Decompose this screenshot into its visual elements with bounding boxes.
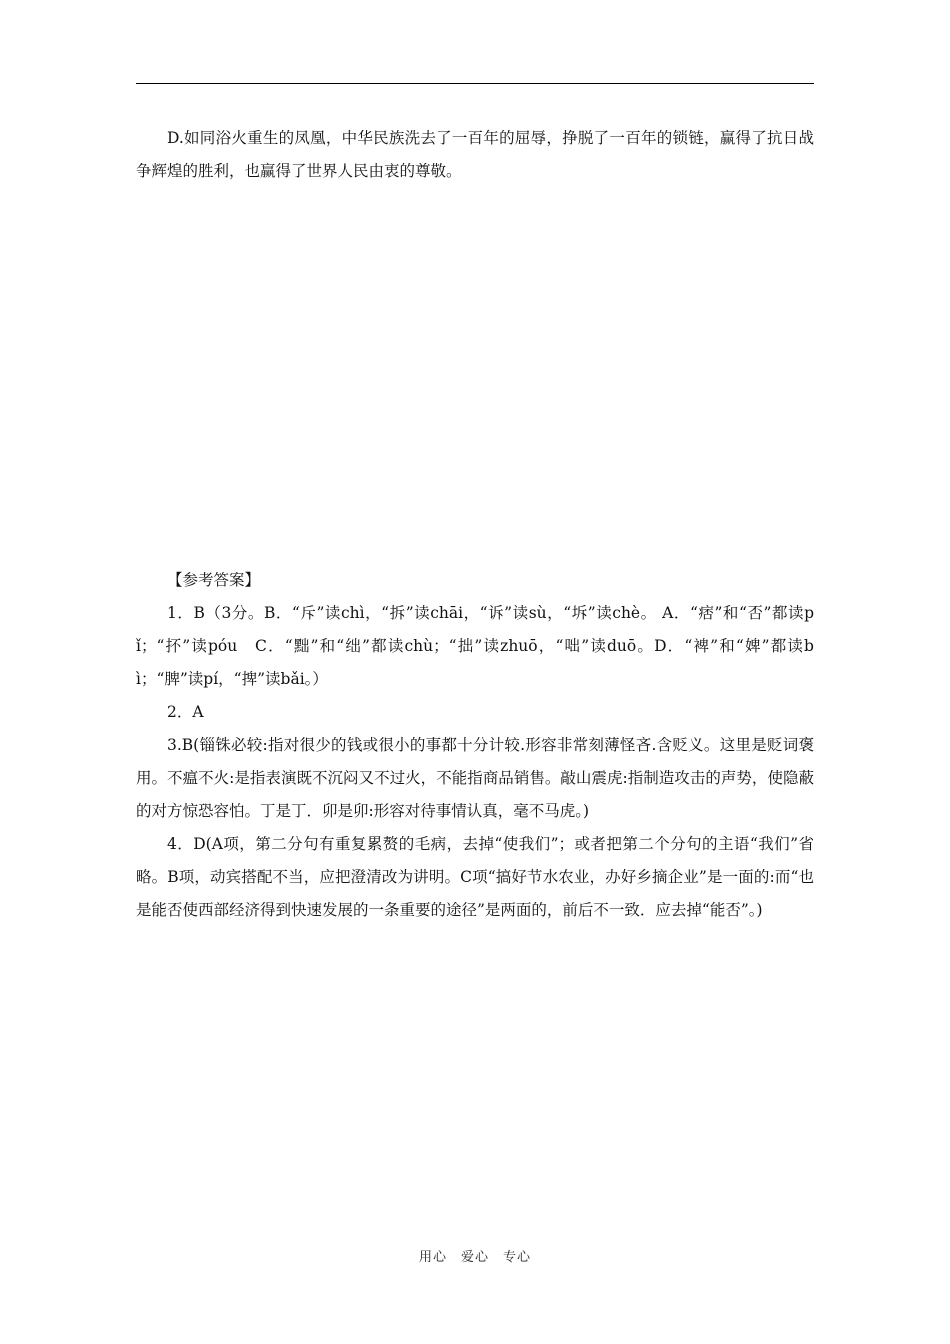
option-d-paragraph: D.如同浴火重生的凤凰，中华民族洗去了一百年的屈辱，挣脱了一百年的锁链，赢得了抗日战争辉煌的胜利，也赢得了世界人民由衷的尊敬。 [136,129,814,180]
answer-section [136,564,814,927]
answer-item-1: 1．B（3分。B．“斥”读chì，“拆”读chāi，“诉”读sù，“坼”读chè。 A．“痞”和“否”都读pǐ；“抔”读póu C．“黜”和“绌”都读chù；“拙”读zhuō，“咄”读duō。D．“裨”和“婢”都读bì；“脾”读pí，“捭”读bǎi。） [136,604,814,688]
page-footer: 用心 爱心 专心 [418,1250,531,1265]
header-rule [136,83,814,84]
answer-item-4: 4．D(A项，第二分句有重复累赘的毛病，去掉“使我们”；或者把第二个分句的主语“我们”省略。B项，动宾搭配不当，应把澄清改为讲明。C项“搞好节水农业，办好乡摘企业”是一面的:而“也是能否使西部经济得到快速发展的一条重要的途径”是两面的，前后不一致．应去掉“能否”。) [136,835,814,919]
answer-heading: 【参考答案】 [167,571,261,589]
answer-item-3: 3.B(锱铢必较:指对很少的钱或很小的事都十分计较.形容非常刻薄怪吝.含贬义。这里是贬词褒用。不瘟不火:是指表演既不沉闷又不过火，不能指商品销售。敲山震虎:指制造攻击的声势，使隐蔽的对方惊恐容怕。丁是丁．卯是卯:形容对待事情认真，毫不马虎。) [136,736,814,820]
answer-item-2: 2．A [167,703,204,721]
